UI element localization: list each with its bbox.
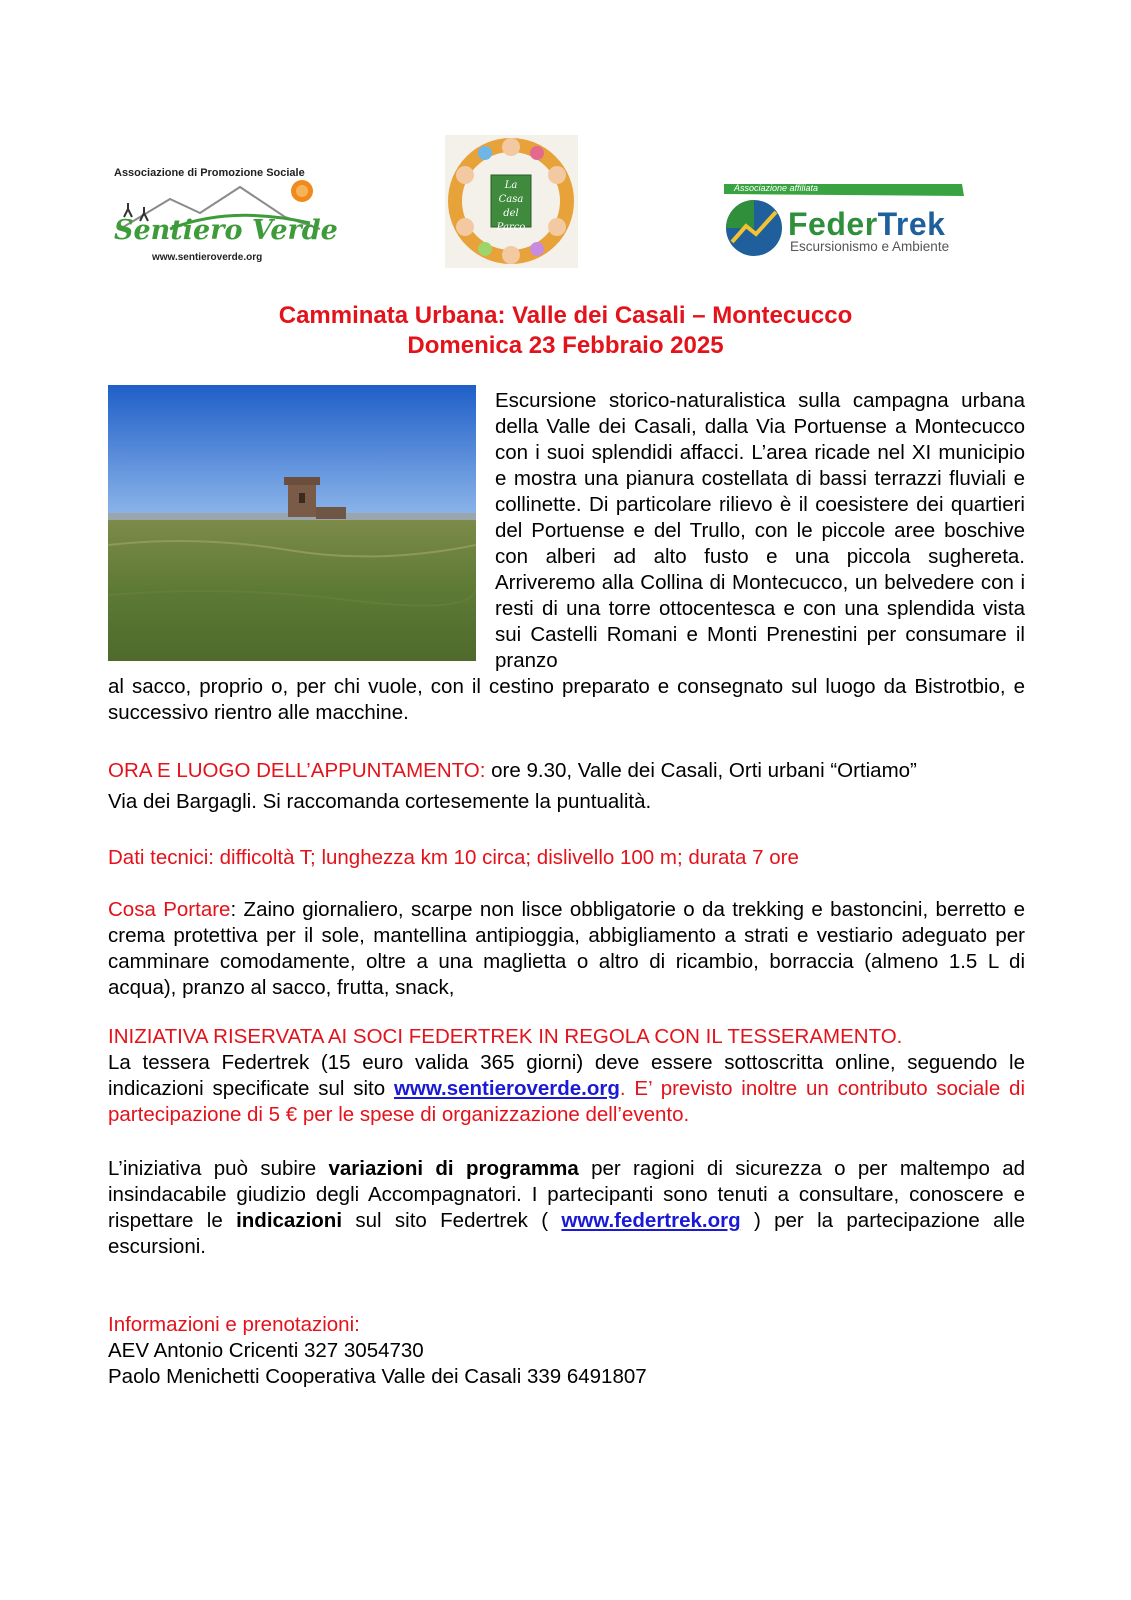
federtrek-affiliata: Associazione affiliata bbox=[734, 183, 819, 193]
variazioni-b1: variazioni di programma bbox=[328, 1157, 579, 1180]
variazioni-section bbox=[108, 1156, 1025, 1260]
sentiero-assoc-label: Associazione di Promozione Sociale bbox=[114, 167, 305, 179]
cosa-portare-section bbox=[108, 897, 1025, 1001]
iniziativa-section bbox=[108, 1024, 1025, 1128]
variazioni-t3: sul sito Federtrek ( bbox=[342, 1209, 562, 1232]
iniziativa-text1: La tessera Federtrek (15 euro valida 365 giorni) deve essere sottoscritta online, seguendo le indicazioni specificate sul sito bbox=[108, 1051, 1025, 1100]
page-title: Camminata Urbana: Valle dei Casali – Montecucco bbox=[278, 302, 853, 329]
appuntamento-section bbox=[108, 758, 1025, 815]
iniziativa-text2: . E’ previsto inoltre un contributo sociale di partecipazione di 5 € per le spese di organizzazione dell’evento. bbox=[108, 1077, 1025, 1126]
casa-line2: del bbox=[503, 208, 519, 219]
appuntamento-text2: Via dei Bargagli. Si raccomanda cortesemente la puntualità. bbox=[108, 790, 652, 813]
casa-del-parco-logo bbox=[445, 135, 578, 268]
landscape-image bbox=[108, 385, 476, 661]
federtrek-name-trek: Trek bbox=[877, 206, 946, 242]
federtrek-link[interactable]: www.federtrek.org bbox=[561, 1209, 741, 1232]
federtrek-logo bbox=[722, 182, 972, 262]
intro-paragraph-continued: al sacco, proprio o, per chi vuole, con il cestino preparato e consegnato sul luogo da Bistrotbio, e successivo rientro alle macchine. bbox=[108, 675, 1025, 724]
sentiero-url: www.sentieroverde.org bbox=[152, 252, 263, 263]
federtrek-name-feder: Feder bbox=[788, 206, 878, 242]
appuntamento-label: ORA E LUOGO DELL’APPUNTAMENTO: bbox=[108, 759, 486, 782]
casa-line1: La Casa bbox=[498, 180, 524, 205]
variazioni-b2: indicazioni bbox=[236, 1209, 343, 1232]
appuntamento-text1: ore 9.30, Valle dei Casali, Orti urbani “Ortiamo” bbox=[485, 759, 917, 782]
dati-tecnici: Dati tecnici: difficoltà T; lunghezza km 10 circa; dislivello 100 m; durata 7 ore bbox=[108, 846, 799, 869]
page-subtitle-date: Domenica 23 Febbraio 2025 bbox=[407, 332, 724, 359]
info-label: Informazioni e prenotazioni: bbox=[108, 1313, 360, 1336]
variazioni-t2: per ragioni di sicurezza o per maltempo ad insindacabile giudizio degli Accompagnatori. I partecipanti sono tenuti a consultare, conoscere e rispettare le bbox=[108, 1157, 1025, 1232]
sentiero-verde-logo bbox=[110, 165, 340, 270]
sentieroverde-link[interactable]: www.sentieroverde.org bbox=[393, 1077, 620, 1100]
variazioni-t4: ) per la partecipazione alle escursioni. bbox=[108, 1209, 1025, 1258]
iniziativa-heading: INIZIATIVA RISERVATA AI SOCI FEDERTREK IN REGOLA CON IL TESSERAMENTO. bbox=[108, 1025, 903, 1048]
intro-paragraph: Escursione storico-naturalistica sulla campagna urbana della Valle dei Casali, dalla Via Portuense a Montecucco con i suoi splendidi affacci. L’area ricade nel XI municipio e mostra una pianura costellata di bassi terrazzi fluviali e collinette. Di particolare rilievo è il coesistere dei quartieri del Portuense e del Trullo, con le piccole aree boschive con alberi ad alto fusto e una piccola sughereta. Arriveremo alla Collina di Montecucco, un belvedere con i resti di una torre ottocentesca e con una splendida vista sui Castelli Romani e Monti Prenestini per consumare il pranzo bbox=[495, 389, 1025, 672]
federtrek-subtitle: Escursionismo e Ambiente bbox=[790, 239, 950, 254]
sentiero-name: Sentiero Verde bbox=[114, 215, 338, 246]
variazioni-t1: L’iniziativa può subire bbox=[108, 1157, 329, 1180]
tower-photo bbox=[108, 385, 476, 661]
contact-line-2: Paolo Menichetti Cooperativa Valle dei Casali 339 6491807 bbox=[108, 1365, 647, 1388]
casa-line3: Parco bbox=[496, 222, 526, 233]
contact-line-1: AEV Antonio Cricenti 327 3054730 bbox=[108, 1339, 424, 1362]
cosa-portare-label: Cosa Portare bbox=[108, 898, 231, 921]
federtrek-name bbox=[788, 206, 945, 243]
cosa-portare-text: : Zaino giornaliero, scarpe non lisce obbligatorie o da trekking e bastoncini, berretto e crema protettiva per il sole, mantellina antipioggia, abbigliamento a strati e vestiario adeguato per camminare comodamente, oltre a una maglietta o altro di ricambio, borraccia (almeno 1.5 L di acqua), pranzo al sacco, frutta, snack, bbox=[108, 898, 1025, 999]
